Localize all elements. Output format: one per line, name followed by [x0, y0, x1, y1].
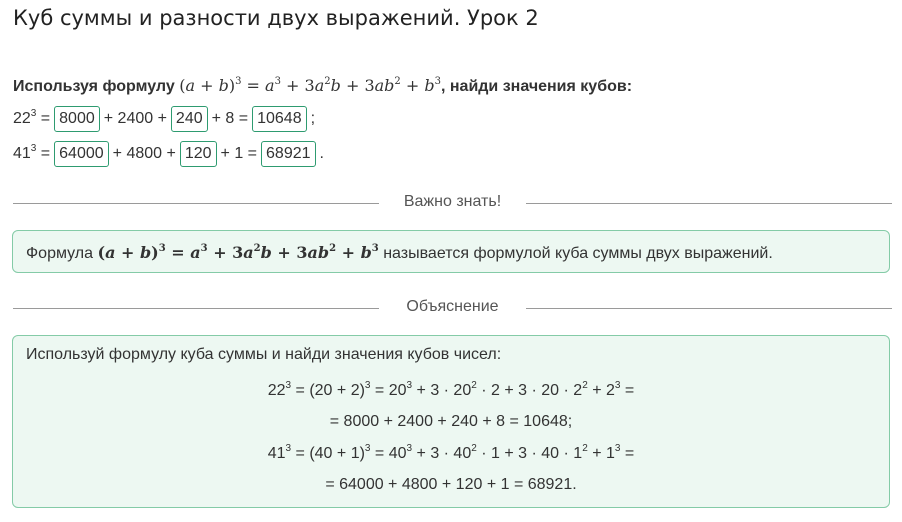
- explanation-divider: [13, 298, 892, 318]
- important-label: Важно знать!: [403, 193, 502, 210]
- task-formula: $(a + b)^3 = a^3 + 3a^2b + 3ab^2 + b^3$: [179, 76, 441, 95]
- exercise-row-1: [13, 106, 315, 132]
- row-text: + 4800 +: [112, 145, 176, 162]
- exercise-row-2: [13, 141, 324, 167]
- answer-field-2-2[interactable]: 120: [180, 141, 217, 167]
- important-divider: [13, 193, 892, 213]
- task-prefix: Используя формулу: [13, 78, 175, 95]
- row-end: ;: [310, 110, 316, 127]
- explanation-line-3: $41^3 = (40 + 1)^3 = 40^3 + 3 \cdot 40^2 \cdot 1 + 3 \cdot 40 \cdot 1^2 + 1^3$ =: [267, 443, 635, 462]
- important-text: Формула $(a + b)^3 = a^3 + 3a^2b + 3ab^2 + b^3$ называется формулой куба суммы двух выражений.: [26, 243, 773, 262]
- answer-field-2-1[interactable]: 64000: [54, 141, 109, 167]
- row-end: .: [319, 145, 324, 162]
- important-box: [12, 230, 890, 273]
- row-base: $41^3$ =: [13, 143, 51, 162]
- row-text: + 8 =: [211, 110, 249, 127]
- answer-field-2-3[interactable]: 68921: [261, 141, 316, 167]
- row-text: + 1 =: [220, 145, 258, 162]
- explanation-label: Объяснение: [406, 298, 499, 315]
- task-suffix: , найди значения кубов:: [440, 78, 633, 95]
- row-base: $22^3$ =: [13, 108, 51, 127]
- page-title: Куб суммы и разности двух выражений. Урок 2: [13, 6, 539, 30]
- answer-field-1-1[interactable]: 8000: [54, 106, 100, 132]
- answer-field-1-3[interactable]: 10648: [252, 106, 307, 132]
- explanation-line-2: = 8000 + 2400 + 240 + 8 = 10648;: [329, 413, 573, 430]
- explanation-line-4: = 64000 + 4800 + 120 + 1 = 68921.: [325, 476, 577, 493]
- explanation-intro: Используй формулу куба суммы и найди значения кубов чисел:: [26, 346, 502, 363]
- task-instruction: [13, 76, 632, 96]
- explanation-box: [12, 335, 890, 508]
- row-text: + 2400 +: [103, 110, 167, 127]
- answer-field-1-2[interactable]: 240: [171, 106, 208, 132]
- explanation-line-1: $22^3 = (20 + 2)^3 = 20^3 + 3 \cdot 20^2 \cdot 2 + 3 \cdot 20 \cdot 2^2 + 2^3$ =: [267, 380, 635, 399]
